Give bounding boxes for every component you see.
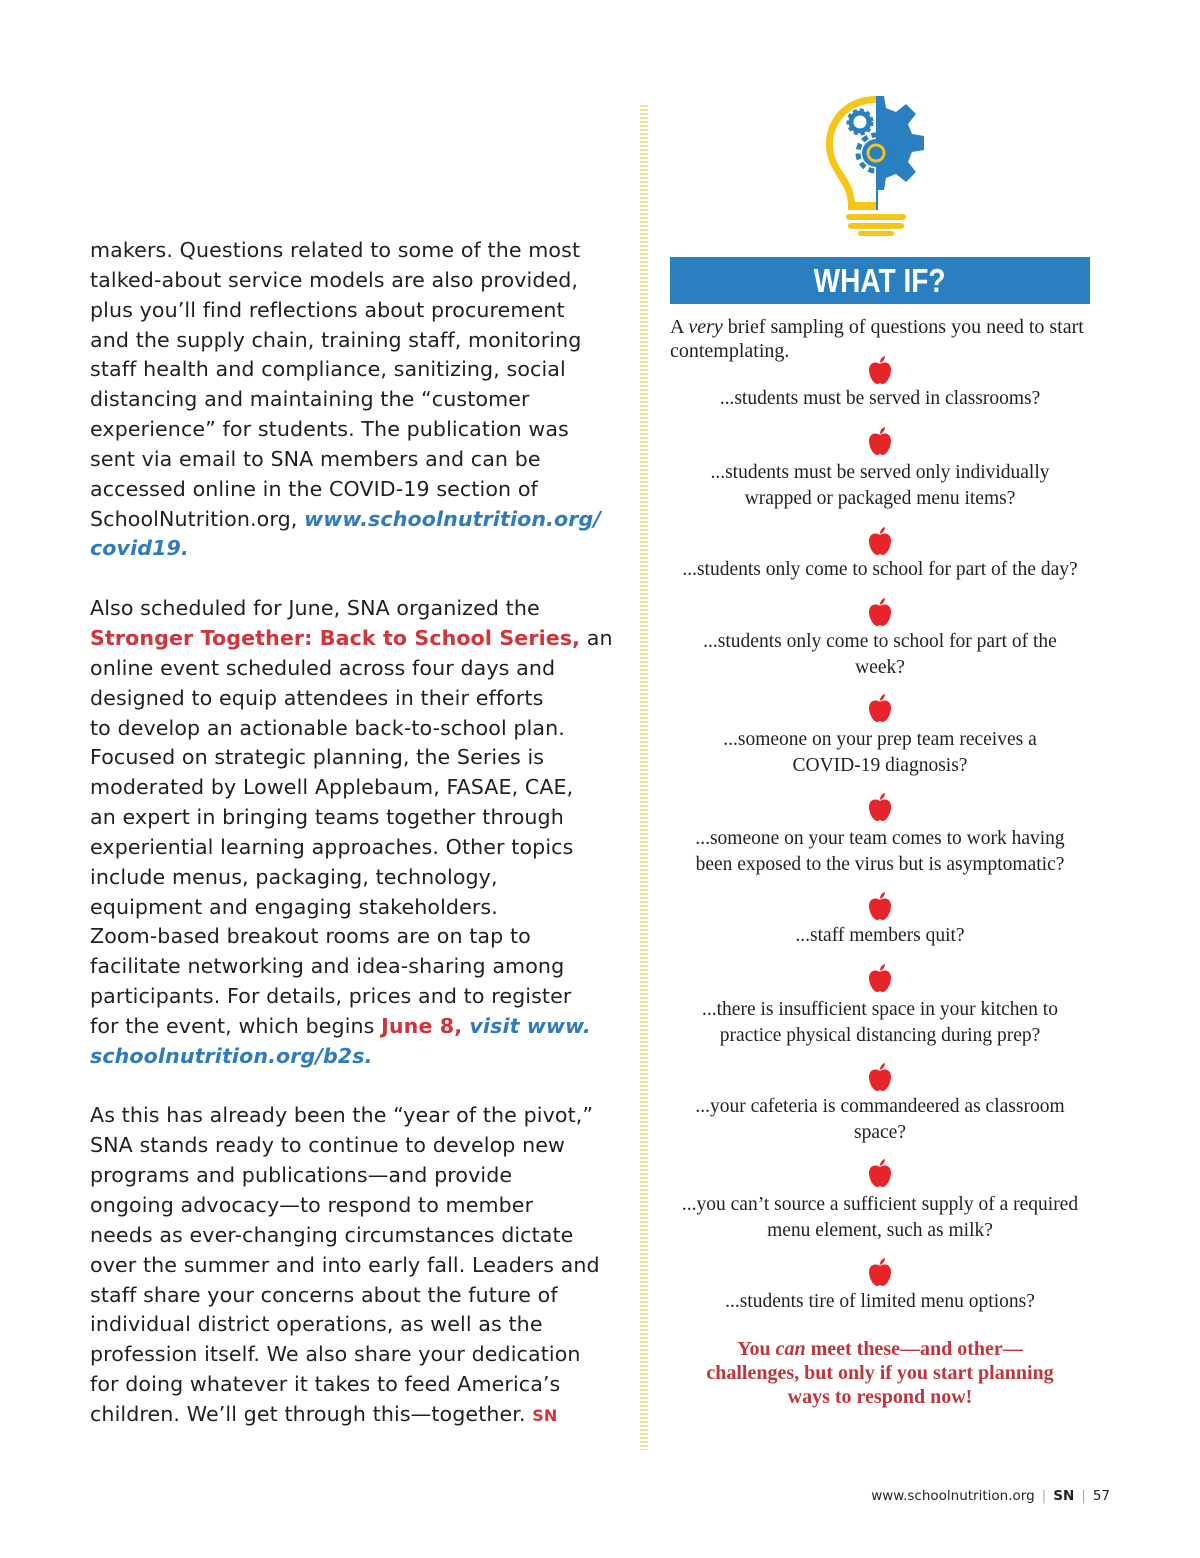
what-if-question [670, 386, 1090, 412]
question-text: ...staff members quit? [795, 925, 965, 946]
apple-icon [866, 597, 894, 627]
article-text: experiential learning approaches. Other topics [90, 834, 574, 859]
column-divider [640, 105, 648, 1450]
banner-title: WHAT IF? [814, 262, 946, 299]
article-line [90, 564, 620, 594]
question-text: wrapped or packaged menu items? [744, 488, 1016, 509]
what-if-question [670, 460, 1090, 512]
article-text: include menus, packaging, technology, [90, 864, 498, 889]
article-line [90, 1072, 620, 1102]
footer-brand: SN [1053, 1488, 1075, 1504]
article-text: and the supply chain, training staff, monitoring [90, 327, 582, 352]
article-line [90, 624, 620, 654]
article-text: over the summer and into early fall. Leaders and [90, 1252, 600, 1277]
what-if-question [670, 629, 1090, 681]
what-if-question [670, 826, 1090, 878]
article-text: for the event, which begins [90, 1013, 382, 1038]
article-line [90, 743, 620, 773]
article-line [90, 326, 620, 356]
apple-icon [866, 1158, 894, 1188]
article-text: distancing and maintaining the “customer [90, 387, 530, 412]
end-mark: SN [532, 1405, 558, 1425]
question-text: space? [854, 1122, 906, 1143]
article-link[interactable]: www.schoolnutrition.org/ [304, 506, 602, 531]
article-line [90, 714, 620, 744]
apple-icon [866, 355, 894, 385]
article-line [90, 355, 620, 385]
apple-icon [866, 1257, 894, 1287]
closing-text: ways to respond now! [787, 1386, 973, 1408]
article-line [90, 1101, 620, 1131]
article-line [90, 1281, 620, 1311]
article-line [90, 1340, 620, 1370]
article-text: children. We’ll get through this—together. [90, 1401, 533, 1426]
apple-icon [866, 1062, 894, 1092]
article-line [90, 982, 620, 1012]
what-if-question [670, 557, 1090, 583]
article-line [90, 1310, 620, 1340]
question-text: ...students tire of limited menu options? [725, 1291, 1035, 1312]
article-link[interactable]: schoolnutrition.org/b2s. [90, 1043, 373, 1068]
article-text: participants. For details, prices and to register [90, 984, 572, 1009]
article-line [90, 1012, 620, 1042]
apple-icon [866, 891, 894, 921]
closing-emphasis: can [775, 1338, 806, 1360]
apple-icon [866, 526, 894, 556]
article-text: SNA stands ready to continue to develop new [90, 1133, 565, 1158]
what-if-question [670, 997, 1090, 1049]
page-number: 57 [1092, 1488, 1110, 1504]
apple-icon [866, 963, 894, 993]
article-text: facilitate networking and idea-sharing among [90, 954, 565, 979]
question-text: ...students must be served in classrooms? [719, 388, 1041, 409]
article-text: to develop an actionable back-to-school plan. [90, 715, 565, 740]
what-if-banner [670, 257, 1090, 304]
question-text: COVID-19 diagnosis? [792, 755, 968, 776]
article-text: Zoom-based breakout rooms are on tap to [90, 924, 531, 949]
article-text: Focused on strategic planning, the Series is [90, 745, 545, 770]
article-text: needs as ever-changing circumstances dictate [90, 1222, 574, 1247]
article-text: talked-about service models are also provided, [90, 267, 579, 292]
closing-text: challenges, but only if you start planning [706, 1362, 1054, 1384]
article-text: equipment and engaging stakeholders. [90, 894, 498, 919]
article-line [90, 1370, 620, 1400]
article-text: profession itself. We also share your dedication [90, 1342, 581, 1367]
question-text: ...your cafeteria is commandeered as classroom [695, 1096, 1065, 1117]
article-text: programs and publications—and provide [90, 1163, 513, 1188]
question-text: menu element, such as milk? [767, 1220, 993, 1241]
article-line [90, 1042, 620, 1072]
article-highlight: June 8, [381, 1013, 463, 1038]
intro-text: brief sampling of questions you need to start [722, 316, 1084, 338]
article-text: plus you’ll find reflections about procurement [90, 297, 565, 322]
article-line [90, 534, 620, 564]
article-line [90, 1131, 620, 1161]
page-footer: www.schoolnutrition.org | SN | 57 [871, 1488, 1110, 1504]
article-line [90, 803, 620, 833]
article-link[interactable]: visit www. [462, 1013, 591, 1038]
what-if-question [670, 727, 1090, 779]
question-text: ...someone on your prep team receives a [723, 729, 1037, 750]
question-text: ...students only come to school for part of the day? [682, 559, 1078, 580]
article-line [90, 684, 620, 714]
article-text: staff health and compliance, sanitizing, social [90, 357, 566, 382]
article-body [90, 236, 620, 1430]
article-link[interactable]: covid19. [90, 536, 189, 561]
article-text: experience” for students. The publication was [90, 417, 569, 442]
question-text: ...you can’t source a sufficient supply of a required [681, 1194, 1079, 1215]
article-line [90, 863, 620, 893]
article-text: sent via email to SNA members and can be [90, 446, 541, 471]
article-highlight: Stronger Together: Back to School Series, [90, 625, 581, 650]
question-text: ...someone on your team comes to work having [695, 828, 1065, 849]
article-line [90, 296, 620, 326]
article-line [90, 1221, 620, 1251]
article-line [90, 1400, 620, 1430]
article-text: staff share your concerns about the future of [90, 1282, 558, 1307]
article-line [90, 385, 620, 415]
what-if-question [670, 1192, 1090, 1244]
footer-url: www.schoolnutrition.org [871, 1488, 1035, 1504]
apple-icon [866, 693, 894, 723]
what-if-question [670, 1094, 1090, 1146]
article-line [90, 505, 620, 535]
question-text: ...students must be served only individually [710, 462, 1050, 483]
article-text: individual district operations, as well as the [90, 1312, 543, 1337]
intro-text: A [670, 316, 689, 338]
lightbulb-gears-icon [818, 92, 936, 237]
article-line [90, 266, 620, 296]
article-text: moderated by Lowell Applebaum, FASAE, CAE, [90, 775, 574, 800]
intro-emphasis: very [688, 316, 723, 338]
apple-icon [866, 792, 894, 822]
article-line [90, 952, 620, 982]
article-text: for doing whatever it takes to feed America’s [90, 1372, 561, 1397]
article-text: Also scheduled for June, SNA organized the [90, 596, 540, 621]
question-text: week? [855, 657, 905, 678]
article-line [90, 922, 620, 952]
article-text: As this has already been the “year of the pivot,” [90, 1103, 594, 1128]
article-line [90, 1161, 620, 1191]
what-if-question [670, 923, 1090, 949]
closing-callout [680, 1337, 1080, 1409]
article-line [90, 475, 620, 505]
closing-text: meet these—and other— [805, 1338, 1023, 1360]
article-line [90, 654, 620, 684]
article-text: designed to equip attendees in their efforts [90, 685, 544, 710]
intro-text: contemplating. [670, 340, 790, 362]
article-line [90, 773, 620, 803]
article-line [90, 236, 620, 266]
article-line [90, 833, 620, 863]
article-text: accessed online in the COVID-19 section of [90, 476, 538, 501]
article-highlight: an [580, 625, 613, 650]
article-line [90, 445, 620, 475]
question-text: practice physical distancing during prep? [719, 1025, 1041, 1046]
article-text: ongoing advocacy—to respond to member [90, 1193, 534, 1217]
question-text: ...there is insufficient space in your kitchen to [702, 999, 1058, 1020]
article-line [90, 594, 620, 624]
article-line [90, 1191, 620, 1221]
article-text: an expert in bringing teams together through [90, 805, 564, 830]
article-line [90, 893, 620, 923]
apple-icon [866, 426, 894, 456]
closing-text: You [737, 1338, 776, 1360]
what-if-question [670, 1289, 1090, 1315]
question-text: ...students only come to school for part of the [703, 631, 1057, 652]
article-text: SchoolNutrition.org, [90, 506, 305, 531]
article-line [90, 1251, 620, 1281]
article-text: makers. Questions related to some of the most [90, 238, 581, 262]
question-text: been exposed to the virus but is asymptomatic? [695, 854, 1065, 875]
article-text: online event scheduled across four days and [90, 655, 556, 680]
article-line [90, 415, 620, 445]
